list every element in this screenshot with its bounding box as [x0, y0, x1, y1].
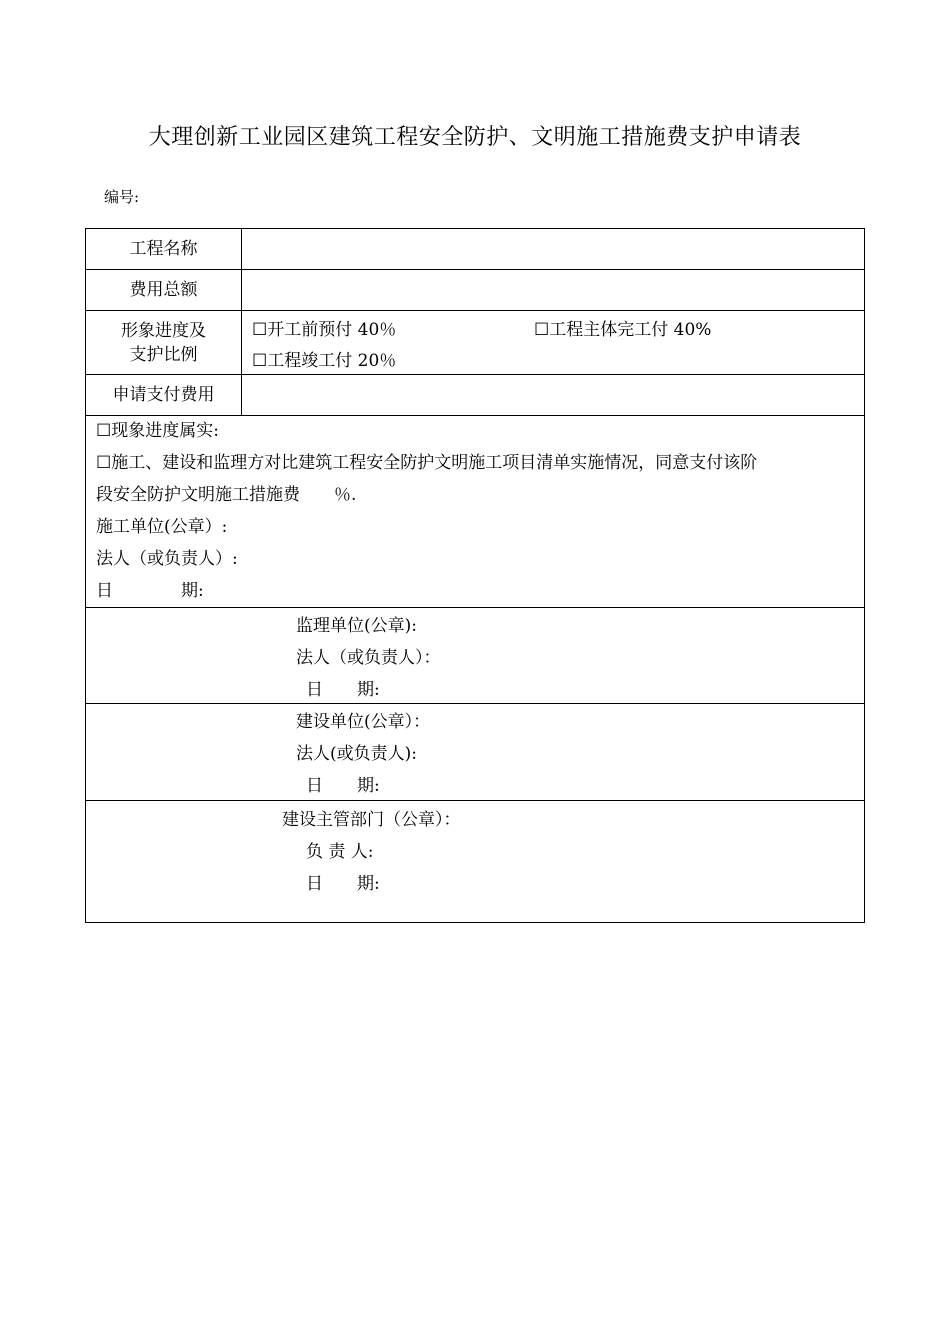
owner-date: 日 期: [306, 776, 380, 796]
application-form-table [85, 228, 865, 923]
total-fee-label: 费用总额 [86, 270, 242, 310]
project-name-label: 工程名称 [86, 229, 242, 269]
authority-responsible-person: 负 责 人: [306, 842, 374, 862]
agreement-continuation: 段安全防护文明施工措施费 ％. [96, 485, 357, 505]
page-title: 大理创新工业园区建筑工程安全防护、文明施工措施费支护申请表 [148, 125, 802, 150]
row-apply-fee [86, 375, 864, 416]
total-fee-field[interactable] [242, 270, 864, 310]
progress-verified-checkbox[interactable]: ☐现象进度属实: [96, 421, 219, 441]
contractor-date: 日 期: [96, 581, 204, 601]
owner-section [86, 704, 864, 801]
apply-fee-field[interactable] [242, 375, 864, 415]
row-project-name [86, 229, 864, 270]
supervisor-unit-seal: 监理单位(公章): [296, 616, 417, 636]
supervisor-section [86, 608, 864, 704]
progress-options [242, 311, 864, 374]
row-total-fee [86, 270, 864, 311]
option-completion-checkbox[interactable]: ☐工程竣工付 20％ [252, 351, 397, 371]
progress-ratio-label [86, 311, 242, 374]
authority-section [86, 801, 864, 922]
contractor-unit-seal: 施工单位(公章）: [96, 517, 228, 537]
option-main-structure-checkbox[interactable]: ☐工程主体完工付 40% [534, 320, 712, 340]
apply-fee-label: 申请支付费用 [86, 375, 242, 415]
supervisor-date: 日 期: [306, 680, 380, 700]
contractor-section [86, 416, 864, 608]
owner-unit-seal: 建设单位(公章）： [296, 712, 431, 732]
serial-number-label: 编号: [104, 188, 140, 206]
supervisor-legal-person: 法人（或负责人）： [296, 648, 441, 668]
row-progress-ratio [86, 311, 864, 375]
authority-date: 日 期: [306, 874, 380, 894]
option-prepay-checkbox[interactable]: ☐开工前预付 40％ [252, 320, 397, 340]
progress-label-line1: 形象进度及 [121, 320, 206, 341]
progress-label-line2: 支护比例 [129, 344, 198, 365]
owner-legal-person: 法人(或负责人): [296, 744, 417, 764]
contractor-text-block [96, 415, 854, 607]
project-name-field[interactable] [242, 229, 864, 269]
agreement-checkbox[interactable]: ☐施工、建设和监理方对比建筑工程安全防护文明施工项目清单实施情况，同意支付该阶 [96, 453, 758, 473]
authority-unit-seal: 建设主管部门（公章）： [282, 810, 461, 830]
contractor-legal-person: 法人（或负责人）: [96, 549, 238, 569]
